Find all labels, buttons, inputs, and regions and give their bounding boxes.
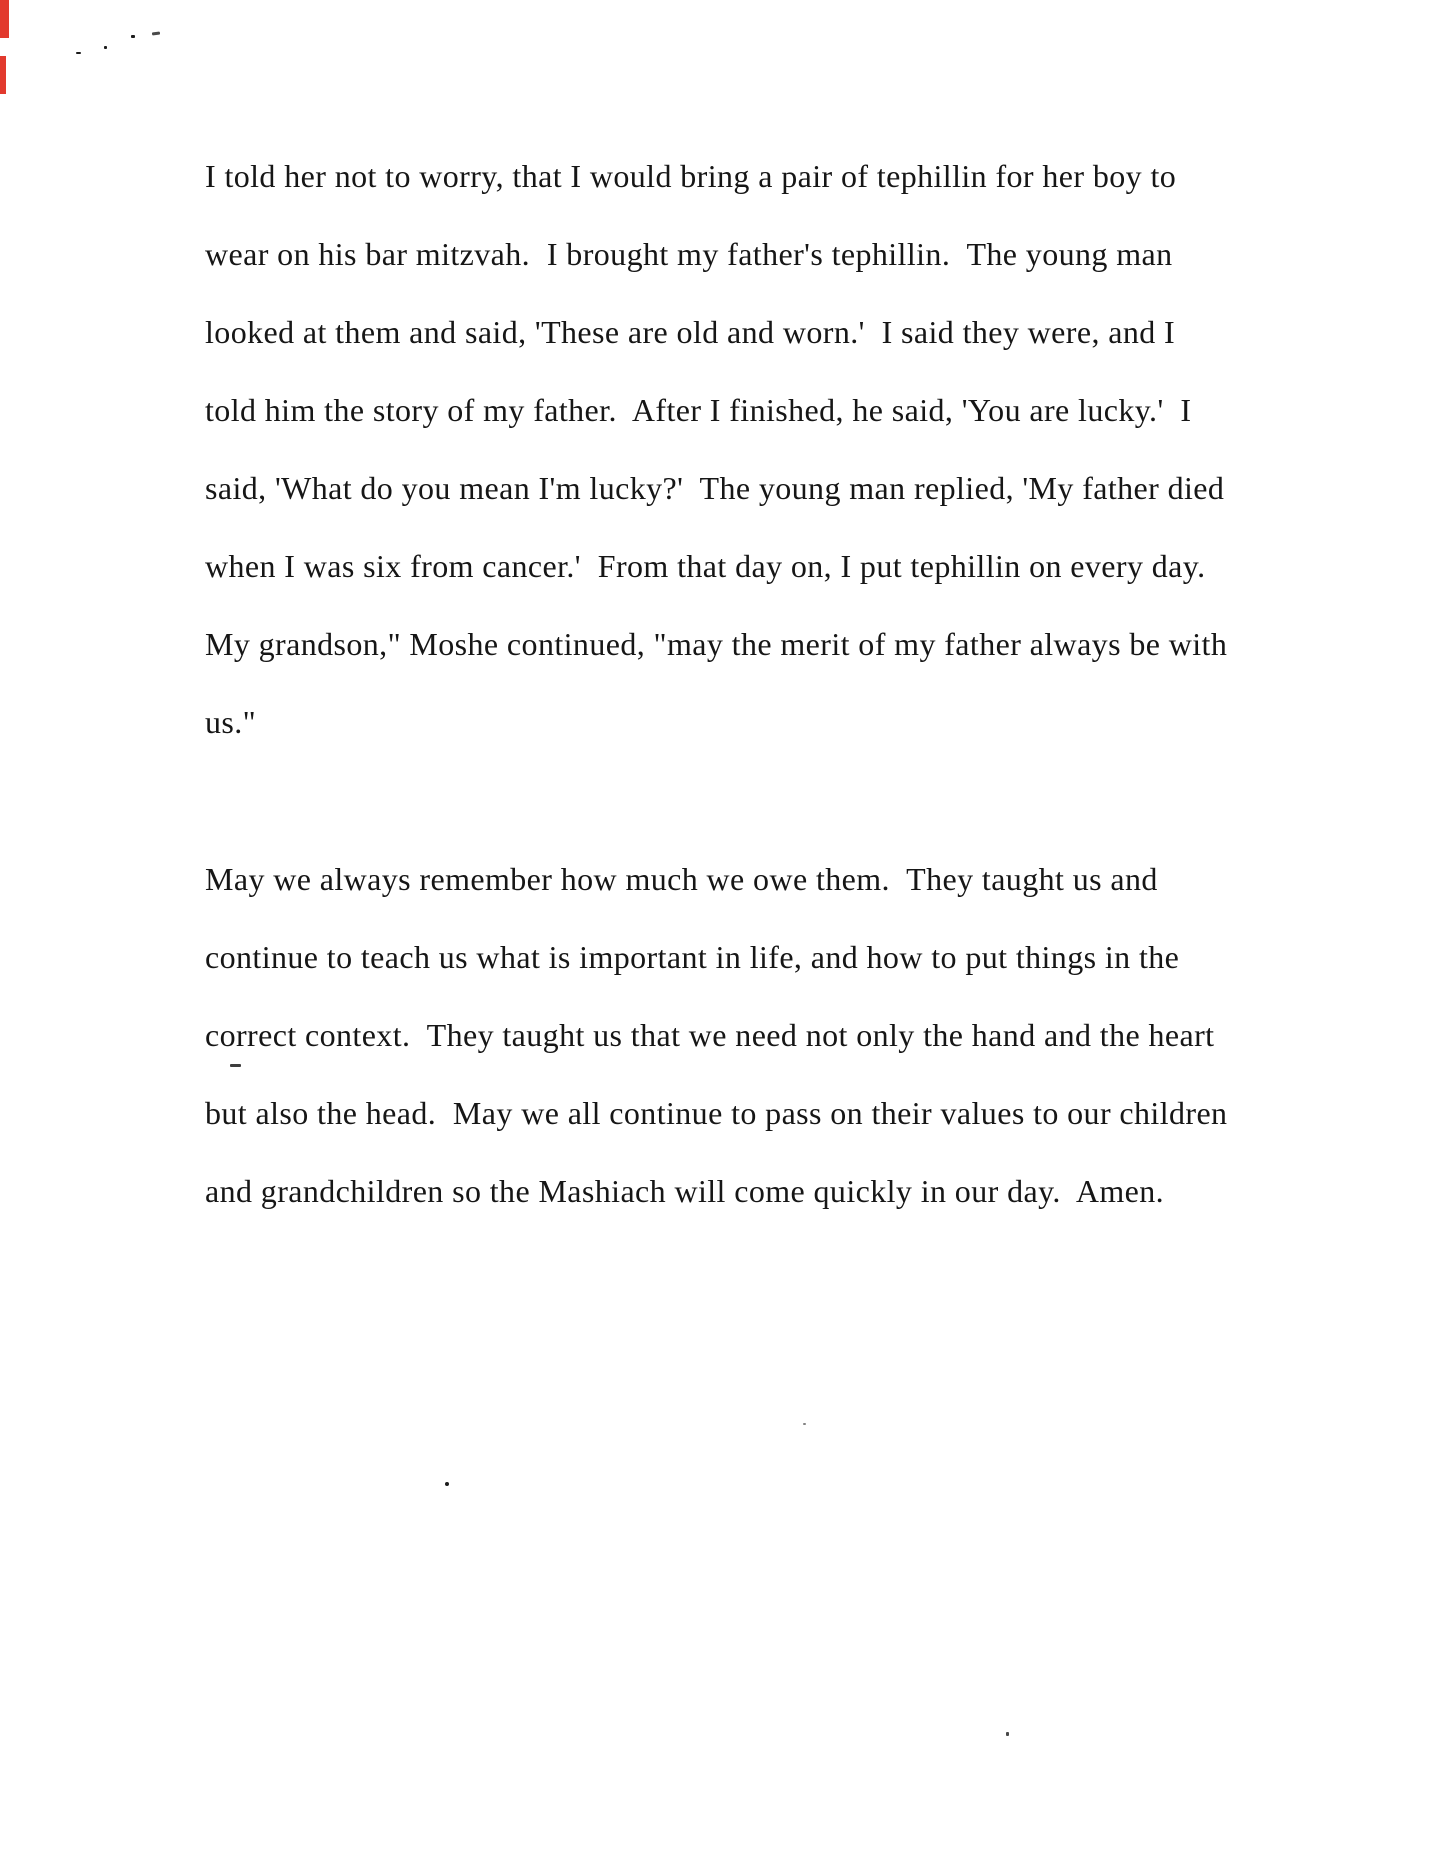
- closing-paragraph: [205, 840, 1227, 1230]
- text-line: said, 'What do you mean I'm lucky?' The young man replied, 'My father died: [205, 470, 1225, 506]
- text-line: May we always remember how much we owe them. They taught us and: [205, 861, 1158, 897]
- red-scan-edge-mark: [0, 56, 6, 94]
- scan-speck: [104, 46, 107, 49]
- text-line: correct context. They taught us that we need not only the hand and the heart: [205, 1017, 1215, 1053]
- scan-speck: [152, 31, 160, 35]
- text-line: I told her not to worry, that I would bring a pair of tephillin for her boy to: [205, 158, 1177, 194]
- text-line: told him the story of my father. After I finished, he said, 'You are lucky.' I: [205, 392, 1192, 428]
- red-scan-edge-mark: [0, 0, 9, 38]
- scan-speck: [803, 1423, 806, 1425]
- text-line: us.": [205, 704, 257, 740]
- scan-speck: [131, 35, 135, 38]
- story-paragraph: [205, 137, 1227, 761]
- scan-speck: [1006, 1732, 1009, 1736]
- text-line: My grandson," Moshe continued, "may the merit of my father always be with: [205, 626, 1228, 662]
- text-line: but also the head. May we all continue to pass on their values to our children: [205, 1095, 1228, 1131]
- scan-speck: [76, 52, 81, 54]
- text-line: and grandchildren so the Mashiach will come quickly in our day. Amen.: [205, 1173, 1165, 1209]
- text-line: wear on his bar mitzvah. I brought my father's tephillin. The young man: [205, 236, 1173, 272]
- text-line: looked at them and said, 'These are old and worn.' I said they were, and I: [205, 314, 1176, 350]
- text-line: continue to teach us what is important in life, and how to put things in the: [205, 939, 1180, 975]
- text-line: when I was six from cancer.' From that day on, I put tephillin on every day.: [205, 548, 1206, 584]
- scan-speck: [445, 1482, 449, 1486]
